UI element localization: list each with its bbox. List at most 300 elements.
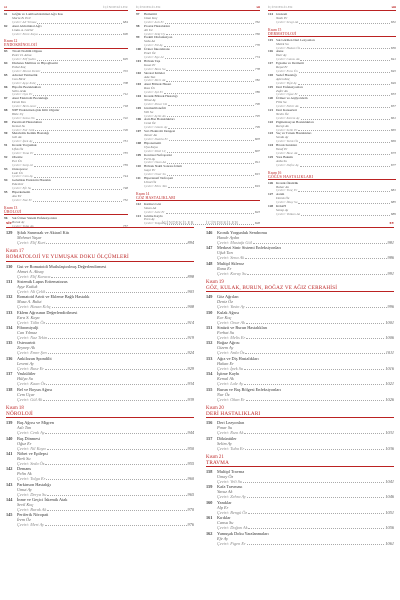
toc-entry [206,387,394,402]
chapter-reviewer [276,164,396,168]
chapter-author: Hande Aydın [217,235,240,240]
reviewer-name: Çeviri: Onur Su [144,172,166,177]
page-ref: 1021 [385,381,394,387]
chapter-author: Ahmet A. Aksoy [17,268,44,274]
dot-leader [47,446,187,450]
chapter-title: Kronik Öksürük [276,180,299,185]
chapter-author: Ata Yıl [12,193,22,198]
toc-entry [6,264,194,279]
chapter-author: Serap Ay [276,207,289,212]
entry-body [12,156,128,168]
part-label: Kısım 21 [206,454,224,460]
chapter-reviewer [217,271,394,276]
chapter-number: 137 [6,371,13,377]
reviewer-name: Çeviri: Işıl Er [144,90,164,95]
chapter-title: Sedef Hastalığı [276,72,297,77]
page-ref: 770 [254,43,260,48]
chapter-title: Göğüs ve Lomboabdominal Ağrı Kas [12,12,63,16]
toc-entry [6,436,194,451]
entry-body [217,325,394,340]
toc-entry [206,356,394,371]
chapter-author: Gül Ak [12,135,22,140]
reviewer-name: Çeviri: Elif Kurt [17,240,46,245]
page-ref: 849 [390,80,396,85]
entry-body [144,95,260,107]
chapter-number: 84 [4,61,8,66]
dot-leader [246,335,384,339]
dot-leader [47,507,186,511]
reviewer-name: Çeviri: Mustafa Gül [217,240,252,245]
chapter-number: 136 [6,355,13,361]
entry-body [144,142,260,154]
dot-leader [167,150,254,153]
header-rule [206,227,394,228]
entry-body [17,436,194,451]
page-ref: 757 [122,223,128,228]
chapter-title: Multipl Travma [217,469,245,475]
dot-leader [299,93,390,96]
chapter-number: 118 [268,72,273,77]
reviewer-name: Çeviri: Ebru Tan [144,183,168,188]
chapter-number: 87 [4,96,8,101]
chapter-title: Kafa Travması [217,484,243,490]
entry-body [144,13,260,25]
page-ref: 1051 [385,509,394,515]
reviewer-name: Çeviri: Tuna Er [12,151,34,155]
toc-entry [4,13,128,25]
page-ref: 881 [390,188,396,193]
entry-body [144,48,260,60]
page-ref: 996 [387,304,394,310]
chapter-title: Astım [276,192,285,197]
dot-leader [51,274,186,278]
page-ref: 815 [254,172,260,177]
entry-body [217,387,394,402]
part-title: ÜROLOJİ [4,210,128,216]
chapter-title: Obezite [12,154,23,159]
chapter-author: Can Birol [12,76,26,81]
chapter-number: 107 [136,129,142,134]
chapter-author: Nihat Ay [144,97,156,102]
toc-entry [6,451,194,466]
chapter-author: Yavuz Ak [217,489,233,495]
chapter-title: Hiperkalsemi [12,190,31,195]
dot-leader [247,494,385,498]
chapter-number: 122 [268,119,274,124]
chapter-number: 81 [4,12,8,16]
chapter-number: 93 [4,166,8,171]
toc-entry [206,484,394,499]
chapter-number: 116 [268,49,273,54]
reviewer-name: Çeviri: Tülin Öz [17,319,46,325]
page-ref: 836 [390,45,396,50]
chapter-author: Tamer Ak [144,133,157,138]
page-ref: 1011 [385,350,394,356]
entry-body [12,25,128,37]
dot-leader [46,240,186,244]
dot-leader [246,397,384,401]
chapter-number: 104 [136,94,142,99]
chapter-title: Sistemik Lupus Eritematozus [17,278,68,284]
chapter-reviewer [217,541,394,546]
toc-entry [6,340,194,355]
page-ref: 823 [254,209,260,214]
reviewer-name: Çeviri: İpek Ay [12,139,33,144]
chapter-number: 115 [268,37,273,42]
page-ref: 739 [122,162,128,167]
toc-entry [206,371,394,386]
dot-leader [245,255,386,259]
chapter-title: Deri Lezyonları [217,420,245,426]
dot-leader [246,320,385,324]
chapter-title: Böbrek Nakli Sonrası İzlem [144,164,182,169]
part-label: Kısım 13 [4,205,18,210]
dot-leader [298,201,389,204]
dot-leader [165,21,254,24]
chapter-number: 82 [4,23,8,28]
dot-leader [45,366,187,370]
page-ref: 965 [187,491,194,497]
reviewer-name: Çeviri: Murat Demir [12,68,41,73]
reviewer-name: Çeviri: Buse Ak [276,151,298,155]
toc-entry [6,356,194,371]
toc-entry [206,420,394,435]
toc-entry [268,182,396,194]
dot-leader [299,21,390,24]
reviewer-name: Çeviri: Naz Er [12,197,32,202]
chapter-title: Akut Böbrek Hasarı [144,82,172,87]
chapter-reviewer [17,320,194,325]
chapter-author: Pelin Ak [17,471,32,477]
chapter-title: Yanıklar [217,499,232,505]
chapter-author: Eren Ay [144,217,155,222]
dot-leader [36,117,122,120]
chapter-number: 125 [268,154,274,159]
chapter-number: 117 [268,61,273,66]
entry-body [144,130,260,142]
chapter-author: Lale Ün [12,170,24,175]
chapter-title: Baş Ağrısı ve Migren [17,420,54,426]
chapter-number: 102 [136,70,142,75]
chapter-number: 96 [4,215,8,220]
chapter-reviewer [17,304,194,309]
dot-leader [169,138,254,141]
reviewer-name: Çeviri: Cenk Ay [17,430,45,436]
page-ref: 786 [254,90,260,95]
dot-leader [48,350,187,354]
reviewer-name: Çeviri: Seda Öz [17,460,45,466]
toc-entry [4,191,128,203]
entry-body [17,264,194,279]
dot-leader [45,430,186,434]
chapter-author: Hale Uç [12,111,24,116]
chapter-author: Mehmet Yaşar [17,235,42,240]
chapter-author: Ferhat Su [217,330,234,336]
dot-leader [32,187,122,190]
page-ref: 960 [187,476,194,482]
chapter-reviewer [17,461,194,466]
toc-entry [206,245,394,260]
chapter-title: Gebelikte Endokrin Hastalık [12,178,51,183]
toc-entry [206,436,394,451]
reviewer-name: Çeviri: Esra Ün [276,68,298,73]
chapter-author: Sevda Ay [276,135,289,140]
chapter-number: 97 [136,12,140,16]
chapter-reviewer [217,479,394,484]
reviewer-name: Çeviri: Oğuz Er [276,92,298,97]
toc-entry [268,109,396,121]
chapter-number: 149 [206,294,213,300]
page-number: xiv [6,219,12,225]
toc-entry [6,482,194,497]
part-label: Kısım 12 [4,39,18,44]
chapter-number: 114 [268,12,273,16]
chapter-number: 120 [268,96,274,101]
chapter-author: Ufuk Tan [217,250,233,256]
chapter-number: 150 [206,309,213,315]
page-ref: 853 [390,92,396,97]
page-ref: 807 [254,148,260,153]
part-label: Kısım 16 [268,170,282,175]
part-title: GÖZ HASTALIKLARI [136,196,260,202]
page-ref: 929 [187,365,194,371]
toc-page-xiii [268,2,396,216]
chapter-author: Linda A. Gürler [12,27,34,32]
dot-leader [48,335,186,339]
chapter-number: 99 [136,35,140,40]
page-ref: 1061 [385,540,394,546]
chapter-author: Umay Öz [217,474,234,480]
toc-entry [268,39,396,51]
chapter-number: 160 [206,499,213,505]
chapter-number: 123 [268,131,274,136]
chapter-author: Selin Arda [12,88,27,93]
reviewer-name: Çeviri: Ali Çelik [17,288,46,294]
entry-body [276,39,396,51]
entry-body [17,325,194,340]
reviewer-name: Çeviri: Ayşe Kılıç [12,80,37,85]
reviewer-name: Çeviri: Gizem Ay [144,125,168,130]
chapter-number: 98 [136,23,140,28]
chapter-number: 162 [206,530,213,536]
toc-entry [6,230,194,245]
part-title: ROMATOLOJİ VE YUMUŞAK DOKU ÖLÇÜMLERİ [6,254,194,262]
reviewer-name: Çeviri: Nur Gök [12,127,35,132]
reviewer-name: Çeviri: Sevgi Ak [276,19,299,24]
chapter-title: Kontrast Nefropatisi [144,152,172,157]
chapter-number: 110 [136,164,141,169]
chapter-reviewer [17,476,194,481]
chapter-number: 139 [6,420,13,426]
entry-body [17,230,194,245]
reviewer-name: Çeviri: İpek Su [217,365,244,371]
running-title: İÇİNDEKİLER [103,4,128,9]
reviewer-name: Çeviri: Ozan Ak [144,160,166,165]
reviewer-name: Çeviri: Pınar Ok [144,101,167,106]
chapter-author: Gaye Er [144,168,156,173]
chapter-reviewer [217,494,394,499]
entry-body [276,144,396,156]
entry-body [276,182,396,194]
part-label: Kısım 15 [268,27,282,32]
chapter-reviewer [17,335,194,340]
toc-entry [206,531,394,546]
entry-body [12,74,128,86]
chapter-number: 90 [4,131,8,136]
chapter-reviewer [217,381,394,386]
toc-entry [136,142,260,154]
chapter-title: Romatoid Artrit ve Ekleme Bağlı Hastalık [17,294,90,300]
page-ref: 722 [122,115,128,120]
dot-leader [253,240,387,244]
page-ref: 778 [254,66,260,71]
reviewer-name: Çeviri: Kaan Öz [17,381,46,387]
chapter-number: 103 [136,82,142,87]
page-ref: 944 [187,430,194,436]
chapter-author: Emel Öz [144,51,156,56]
reviewer-name: Çeviri: Berk Acar [12,104,37,109]
page-header [268,2,396,11]
header-rule [4,10,128,11]
chapter-title: Kulak Ağrısı [217,309,240,315]
reviewer-name: Çeviri: Yiğit Ay [276,80,297,85]
chapter-number: 134 [6,325,13,331]
chapter-number: 135 [6,340,13,346]
dot-leader [298,152,390,155]
reviewer-name: Çeviri: Doğan Ak [217,525,248,531]
reviewer-name: Çeviri: Tolga Er [17,476,46,482]
chapter-number: 105 [136,105,142,110]
entry-body [17,371,194,386]
toc-entry [136,203,260,215]
chapter-author: Nur Öz [217,391,230,397]
chapter-author: Filiz Su [276,100,287,105]
dot-leader [166,211,254,214]
part-label: Kısım 17 [6,249,24,254]
chapter-title: Sık Görülen Deri Lezyonları [276,37,315,42]
chapter-author: Oya Kaya [144,144,158,149]
chapter-author: Rıza Ün [144,86,156,91]
entry-body [17,340,194,355]
chapter-reviewer [17,446,194,451]
chapter-author: Maria B. Evir [12,15,31,20]
page-ref: 695 [122,57,128,62]
chapter-reviewer [144,185,260,189]
chapter-title: Skrotal Kitleler [144,70,165,75]
chapter-author: Ece Koç [217,314,232,320]
chapter-number: 128 [268,204,274,209]
page-ref: 1001 [385,319,394,325]
reviewer-name: Çeviri: Tuba Ak [12,223,34,228]
page-ref: 861 [390,115,396,120]
dot-leader [248,525,384,529]
reviewer-name: Çeviri: Burak Ak [17,507,47,513]
page-ref: 819 [254,183,260,188]
chapter-number: 130 [6,263,13,269]
chapter-author: Hakan Er [217,360,234,366]
chapter-author: Zeynep Ak [17,345,35,351]
chapter-author: Pınar Su [217,425,233,431]
chapter-number: 156 [206,420,213,426]
dot-leader [299,140,390,143]
chapter-number: 144 [6,497,13,503]
chapter-author: Ferit Ay [144,156,155,161]
chapter-title: Kronik Böbrek Hastalığı [144,94,178,99]
toc-column [136,13,260,226]
chapter-author: Cenk Öz [144,121,156,126]
entry-body [12,144,128,156]
page-ref: 1016 [385,365,394,371]
reviewer-name: Çeviri: Hakan Öz [276,45,301,50]
reviewer-name: Çeviri: Defne Ay [276,162,299,167]
toc-column [206,230,394,546]
chapter-title: Kronik Yorgunluk [12,143,37,148]
chapter-author: Deniz Tan [12,100,26,105]
entry-body [12,13,128,25]
chapter-author: İrem Öz [17,517,31,523]
page-ref: 811 [255,160,260,165]
chapter-reviewer [217,255,394,260]
dot-leader [34,164,122,167]
chapter-reviewer [217,430,394,435]
entry-body [217,469,394,484]
chapter-author: Kemal Ak [217,376,234,382]
page-ref: 908 [187,304,194,310]
dot-leader [33,199,122,202]
reviewer-name: Çeviri: Zeki Oy [144,31,166,36]
toc-column [6,230,194,528]
chapter-author: Nazlı Er [276,15,288,20]
chapter-reviewer [17,397,194,402]
chapter-title: Prostat Hastalıkları [144,23,171,28]
reviewer-name: Çeviri: Damla Er [144,137,168,141]
chapter-author: İlker Ay [276,53,287,58]
reviewer-name: Çeviri: Lale Er [144,209,165,214]
chapter-title: Egzama ve Dermatit [276,61,304,66]
reviewer-name: Çeviri: Lale Ay [217,381,244,387]
chapter-title: Bel ve Boyun Ağrısı [17,386,53,392]
page-ref: 845 [390,68,396,73]
chapter-reviewer [17,522,194,527]
entry-body [17,310,194,325]
reviewer-name: Çeviri: Okan Er [217,396,245,402]
page-ref: 976 [187,522,194,528]
reviewer-name: Çeviri: Elif Karaca [17,273,51,279]
chapter-number: 140 [6,435,13,441]
page-ref: 914 [187,319,194,325]
chapter-author: Ufuk Öz [12,147,24,152]
chapter-title: Kronik Yorgunluk Sendromu [217,230,267,235]
page-ref: 955 [187,460,194,466]
reviewer-name: Çeviri: Figen Er [217,540,246,546]
dot-leader [166,68,253,71]
page-ref: 735 [122,151,128,155]
part-title: DERMATOLOJİ [268,32,396,38]
dot-leader [164,44,254,47]
dot-leader [298,189,390,192]
chapter-number: 142 [6,466,13,472]
chapter-author: Deniz Öz [217,299,233,305]
dot-leader [168,185,254,188]
page-header [4,2,128,11]
entry-body [217,500,394,515]
page-ref: 762 [254,19,260,24]
chapter-author: Umut Ay [17,486,32,492]
part-title: ENDOKRİNOLOJİ [4,43,128,49]
page-ref: 731 [122,139,128,144]
reviewer-name: Çeviri: Selin Er [276,127,298,132]
chapter-reviewer [217,304,394,309]
